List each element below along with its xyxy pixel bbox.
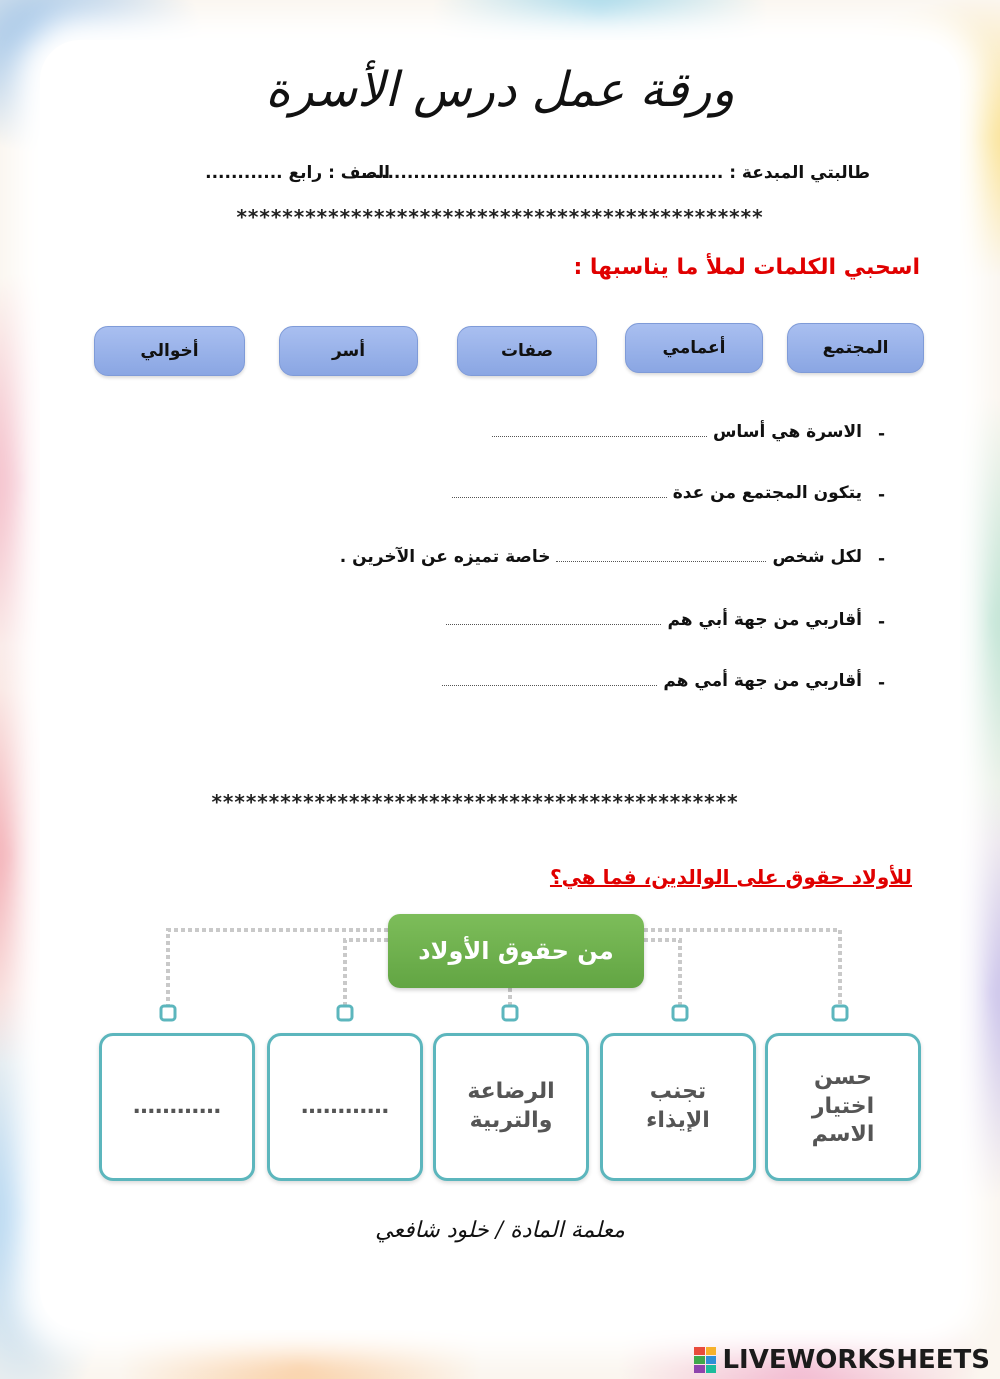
brand-watermark[interactable] <box>694 1345 990 1375</box>
brand-logo-icon <box>694 1347 716 1373</box>
connector-node <box>161 1006 175 1020</box>
sentence-5-text: أقاربي من جهة أمي هم <box>663 671 862 691</box>
connector-node <box>503 1006 517 1020</box>
bullet-dash: - <box>878 485 886 505</box>
right-box-blank-2-text: ………… <box>133 1093 221 1119</box>
sentence-1-text: الاسرة هي أساس <box>712 422 862 442</box>
word-chip-uncles-maternal[interactable]: أخوالي <box>94 326 245 376</box>
page-title: ورقة عمل درس الأسرة <box>265 62 735 118</box>
bullet-dash: - <box>878 424 886 444</box>
connector-node <box>833 1006 847 1020</box>
right-box-name-l1: حسن <box>813 1065 873 1091</box>
right-box-nursing-l2: والتربية <box>469 1108 553 1133</box>
student-name-line: طالبتي المبدعة : ........................................................ <box>361 163 870 183</box>
bullet-dash: - <box>878 612 886 632</box>
separator-middle: ********************************************** <box>211 790 739 814</box>
class-line: الصف : رابع ............ <box>205 163 390 183</box>
connector-left-outer <box>168 930 388 1008</box>
right-box-blank-1-text: ………… <box>301 1093 389 1119</box>
question-heading: للأولاد حقوق على الوالدين، فما هي؟ <box>549 865 912 889</box>
sentence-4-text: أقاربي من جهة أبي هم <box>667 610 862 630</box>
right-box-blank-1[interactable] <box>267 1033 423 1181</box>
right-box-no-harm <box>600 1033 756 1181</box>
word-chip-traits[interactable]: صفات <box>457 326 597 376</box>
separator-top: ********************************************** <box>236 205 764 229</box>
word-chip-families[interactable]: أسر <box>279 326 418 376</box>
sentence-3-text-end: خاصة تميزه عن الآخرين . <box>339 547 551 567</box>
right-box-no-harm-l2: الإيذاء <box>646 1108 710 1133</box>
sentence-3-text: لكل شخص <box>772 547 862 567</box>
brand-text: LIVEWORKSHEETS <box>722 1345 990 1375</box>
right-box-name-l2: اختيار <box>811 1093 875 1119</box>
connector-node <box>338 1006 352 1020</box>
right-box-name-l3: الاسم <box>811 1122 875 1148</box>
right-box-no-harm-l1: تجنب <box>649 1079 707 1105</box>
word-chip-society[interactable]: المجتمع <box>787 323 924 373</box>
right-box-nursing <box>433 1033 589 1181</box>
bullet-dash: - <box>878 549 886 569</box>
right-box-blank-2[interactable] <box>99 1033 255 1181</box>
sentence-2-text: يتكون المجتمع من عدة <box>672 483 862 503</box>
word-chip-uncles-paternal[interactable]: أعمامي <box>625 323 763 373</box>
instruction: اسحبي الكلمات لملأ ما يناسبها : <box>573 255 920 280</box>
right-box-name <box>765 1033 921 1181</box>
connector-node <box>673 1006 687 1020</box>
connector-left-inner <box>345 940 388 1008</box>
connector-right-inner <box>644 940 680 1008</box>
bullet-dash: - <box>878 673 886 693</box>
right-box-nursing-l1: الرضاعة <box>467 1079 555 1105</box>
diagram-root: من حقوق الأولاد <box>388 914 644 988</box>
teacher-signature: معلمة المادة / خلود شافعي <box>375 1218 625 1243</box>
